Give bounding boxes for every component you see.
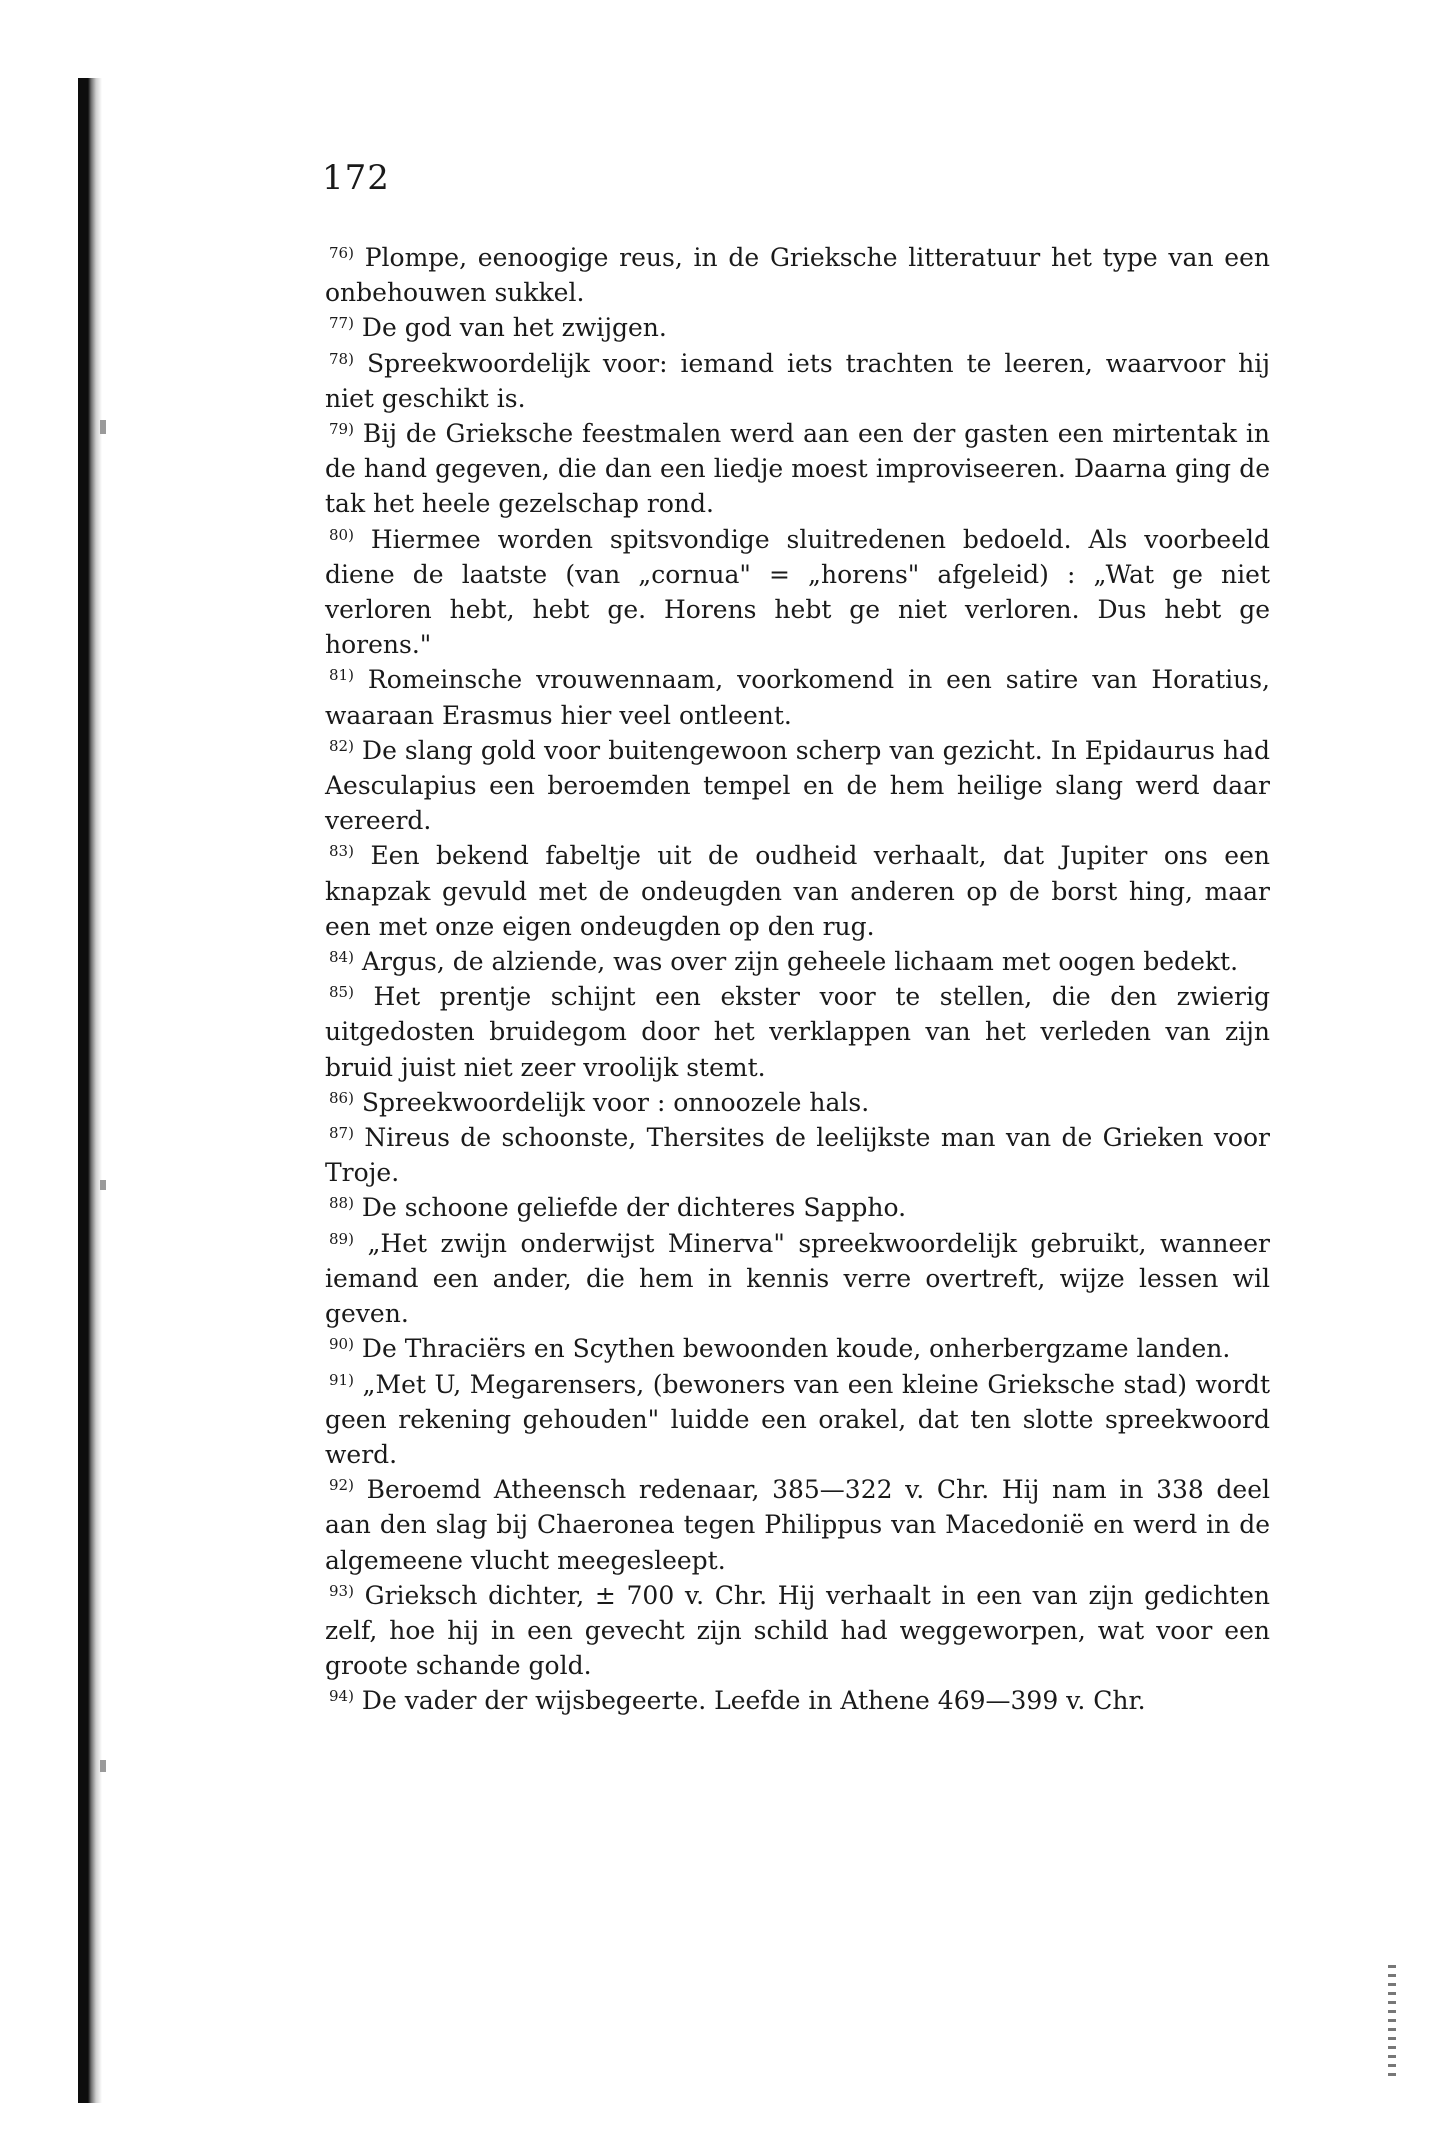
footnote-text: De slang gold voor buitengewoon scherp van gezicht. In Epidaurus had Aesculapius een beroemden tempel en de hem heilige slang werd daar vereerd.	[325, 735, 1271, 836]
footnote-marker: 77)	[329, 314, 354, 333]
footnote-marker: 76)	[329, 244, 354, 262]
footnote-marker: 79)	[329, 420, 354, 439]
footnote-marker: 86)	[329, 1088, 354, 1107]
footnote-text: De Thraciërs en Scythen bewoonden koude, onherbergzame landen.	[361, 1334, 1231, 1364]
footnote-marker: 90)	[329, 1335, 354, 1354]
footnote	[325, 1120, 1270, 1190]
footnote-marker: 80)	[329, 525, 354, 544]
footnote	[325, 240, 1270, 310]
footnote	[325, 346, 1270, 416]
footnote	[325, 1472, 1270, 1578]
footnote-marker: 91)	[329, 1370, 354, 1389]
footnote-text: Spreekwoordelijk voor: iemand iets trachten te leeren, waarvoor hij niet geschikt is.	[325, 348, 1270, 413]
footnote	[325, 979, 1270, 1085]
footnote	[325, 1085, 1270, 1120]
scan-edge-mark	[100, 1180, 106, 1190]
footnote	[325, 1190, 1270, 1225]
scan-margin-dots	[1388, 1965, 1396, 2080]
footnote	[325, 1578, 1270, 1684]
page-number: 172	[322, 158, 390, 198]
footnote-marker: 89)	[329, 1229, 354, 1248]
footnote-text: De god van het zwijgen.	[361, 313, 667, 343]
footnote-text: Grieksch dichter, ± 700 v. Chr. Hij verhaalt in een van zijn gedichten zelf, hoe hij in een gevecht zijn schild had weggeworpen, wat voor een groote schande gold.	[325, 1580, 1270, 1681]
footnote	[325, 733, 1270, 839]
footnote	[325, 944, 1270, 979]
footnote	[325, 838, 1270, 944]
footnote-marker: 84)	[329, 948, 354, 967]
footnote-marker: 94)	[329, 1687, 354, 1706]
footnote-text: De schoone geliefde der dichteres Sappho.	[361, 1193, 907, 1223]
footnote-marker: 83)	[329, 842, 354, 861]
footnote	[325, 522, 1270, 663]
footnote	[325, 1683, 1270, 1718]
footnote-text: Spreekwoordelijk voor : onnoozele hals.	[361, 1087, 870, 1117]
footnote-marker: 82)	[329, 736, 354, 755]
footnote-marker: 88)	[329, 1194, 354, 1213]
footnotes-list	[325, 240, 1270, 1719]
footnote-text: „Het zwijn onderwijst Minerva" spreekwoordelijk gebruikt, wanneer iemand een ander, die hem in kennis verre overtreft, wijze lessen wil geven.	[325, 1228, 1270, 1329]
footnote	[325, 1331, 1270, 1366]
footnote	[325, 662, 1270, 732]
footnote-text: „Met U, Megarensers, (bewoners van een kleine Grieksche stad) wordt geen rekening gehouden" luidde een orakel, dat ten slotte spreekwoord werd.	[325, 1369, 1270, 1469]
footnote-text: Plompe, eenoogige reus, in de Grieksche litteratuur het type van een onbehouwen sukkel.	[325, 243, 1270, 308]
footnote-marker: 85)	[329, 983, 354, 1002]
footnote-marker: 78)	[329, 349, 354, 368]
footnote	[325, 1367, 1270, 1473]
footnote-text: Romeinsche vrouwennaam, voorkomend in een satire van Horatius, waaraan Erasmus hier veel ontleent.	[325, 665, 1270, 730]
footnote-marker: 92)	[329, 1476, 354, 1495]
footnote-text: Nireus de schoonste, Thersites de leelijkste man van de Grieken voor Troje.	[325, 1123, 1270, 1188]
footnote-text: Argus, de alziende, was over zijn geheele lichaam met oogen bedekt.	[361, 947, 1239, 977]
scan-edge-mark	[100, 1760, 106, 1772]
footnote-text: Bij de Grieksche feestmalen werd aan een der gasten een mirtentak in de hand gegeven, die dan een liedje moest improviseeren. Daarna ging de tak het heele gezelschap rond.	[325, 419, 1270, 519]
footnote-text: Beroemd Atheensch redenaar, 385—322 v. Chr. Hij nam in 338 deel aan den slag bij Chaeronea tegen Philippus van Macedonië en werd in de algemeene vlucht meegesleept.	[325, 1475, 1270, 1575]
footnote	[325, 416, 1270, 522]
footnote-marker: 87)	[329, 1124, 354, 1143]
footnote-text: De vader der wijsbegeerte. Leefde in Athene 469—399 v. Chr.	[361, 1686, 1146, 1716]
footnote	[325, 310, 1270, 345]
scan-binding-edge	[78, 78, 102, 2103]
footnote-marker: 81)	[329, 666, 354, 685]
footnote-text: Een bekend fabeltje uit de oudheid verhaalt, dat Jupiter ons een knapzak gevuld met de ondeugden van anderen op de borst hing, maar een met onze eigen ondeugden op den rug.	[325, 841, 1270, 941]
scan-edge-mark	[100, 420, 106, 434]
footnote-text: Het prentje schijnt een ekster voor te stellen, die den zwierig uitgedosten bruidegom door het verklappen van het verleden van zijn bruid juist niet zeer vroolijk stemt.	[325, 982, 1270, 1082]
footnote-text: Hiermee worden spitsvondige sluitredenen bedoeld. Als voorbeeld diene de laatste (van „cornua" = „horens" afgeleid) : „Wat ge niet verloren hebt, hebt ge. Horens hebt ge niet verloren. Dus hebt ge horens."	[325, 524, 1270, 660]
footnote	[325, 1226, 1270, 1332]
footnote-marker: 93)	[329, 1581, 354, 1600]
